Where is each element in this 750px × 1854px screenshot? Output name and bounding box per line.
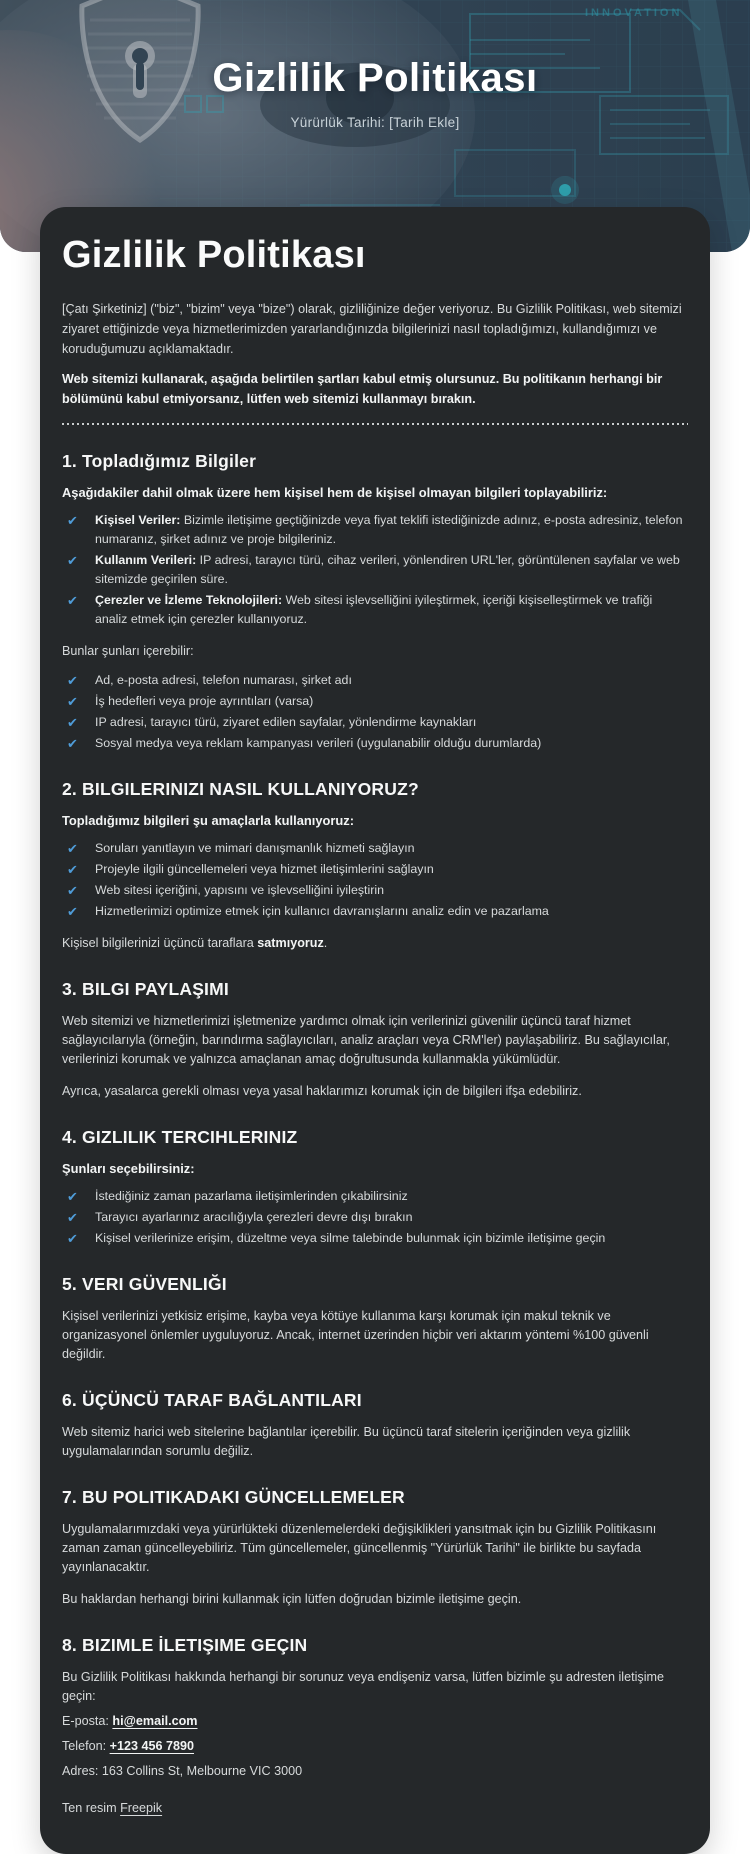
check-icon: ✔ — [67, 714, 78, 730]
contact-line — [62, 1712, 688, 1731]
email-link[interactable]: hi@email.com — [112, 1713, 198, 1728]
section-heading: 3. BILGI PAYLAŞIMI — [62, 978, 229, 999]
list-item-text: Projeyle ilgili güncellemeleri veya hizmet iletişimlerini sağlayın — [95, 861, 434, 876]
paragraph — [62, 934, 688, 953]
check-icon: ✔ — [67, 735, 78, 751]
text-run: Bu haklardan herhangi birini kullanmak için lütfen doğrudan bizimle iletişime geçin. — [62, 1591, 522, 1606]
text-run: E-posta: — [62, 1713, 113, 1728]
section-heading: 5. VERI GÜVENLIĞI — [62, 1273, 227, 1294]
policy-content — [62, 299, 688, 1818]
hero-title: Gizlilik Politikası — [212, 56, 538, 100]
text-run: Adres: 163 Collins St, Melbourne VIC 3000 — [62, 1763, 303, 1778]
check-list-item — [62, 881, 688, 900]
paragraph — [62, 369, 688, 409]
innovation-label: INNOVATION — [585, 7, 683, 19]
text-run: Kişisel verilerinizi yetkisiz erişime, kayba veya kötüye kullanıma karşı korumak için makul teknik ve organizasyonel önlemler uyguluyoruz. Ancak, internet üzerinden hiçbir veri aktarım yöntemi %100 güvenli değildir. — [62, 1308, 649, 1361]
check-list-item — [62, 591, 688, 629]
list-item-text: Hizmetlerimizi optimize etmek için kullanıcı davranışlarını analiz edin ve pazarlama — [95, 903, 549, 918]
contact-line — [62, 1762, 688, 1781]
section-heading: 6. ÜÇÜNCÜ TARAF BAĞLANTILARI — [62, 1389, 362, 1410]
policy-card — [40, 207, 710, 1854]
check-icon: ✔ — [67, 1230, 78, 1246]
page-title: Gizlilik Politikası — [62, 234, 366, 276]
check-icon: ✔ — [67, 882, 78, 898]
paragraph — [62, 1082, 688, 1101]
list-item-text: Web sitesi işlevselliğini iyileştirmek, içeriği kişiselleştirmek ve trafiği analiz etmek için çerezler kullanıyoruz. — [95, 592, 653, 626]
check-list — [62, 839, 688, 921]
check-list-item — [62, 902, 688, 921]
check-icon: ✔ — [67, 592, 78, 608]
paragraph — [62, 642, 688, 661]
section-lead: Şunları seçebilirsiniz: — [62, 1160, 195, 1176]
section-heading: 4. GIZLILIK TERCIHLERINIZ — [62, 1126, 298, 1147]
check-list-item — [62, 1187, 688, 1206]
check-list-item — [62, 713, 688, 732]
check-list — [62, 1187, 688, 1248]
dotted-divider — [62, 423, 688, 425]
text-run: Kişisel bilgilerinizi üçüncü taraflara — [62, 935, 258, 950]
list-item-text: İş hedefleri veya proje ayrıntıları (varsa) — [95, 693, 314, 708]
list-item-text: IP adresi, tarayıcı türü, ziyaret edilen sayfalar, yönlendirme kaynakları — [95, 714, 477, 729]
list-item-term: Çerezler ve İzleme Teknolojileri: — [95, 592, 283, 607]
text-run: Telefon: — [62, 1738, 110, 1753]
section-heading: 2. BILGILERINIZI NASIL KULLANIYORUZ? — [62, 778, 419, 799]
check-icon: ✔ — [67, 552, 78, 568]
list-item-text: Kişisel verilerinize erişim, düzeltme veya silme talebinde bulunmak için bizimle iletişime geçin — [95, 1230, 606, 1245]
section-lead: Aşağıdakiler dahil olmak üzere hem kişisel hem de kişisel olmayan bilgileri toplayabiliriz: — [62, 484, 608, 500]
paragraph — [62, 1668, 688, 1706]
list-item-text: Web sitesi içeriğini, yapısını ve işlevselliğini iyileştirin — [95, 882, 384, 897]
paragraph — [62, 1590, 688, 1609]
paragraph — [62, 1012, 688, 1069]
list-item-text: IP adresi, tarayıcı türü, cihaz verileri, yönlendiren URL'ler, görüntülenen sayfalar ve web sitemizde geçirilen süre. — [95, 552, 680, 586]
text-run: Ten resim — [62, 1800, 121, 1815]
check-icon: ✔ — [67, 672, 78, 688]
text-run: Web sitemizi kullanarak, aşağıda belirtilen şartları kabul etmiş olursunuz. Bu politikanın herhangi bir bölümünü kabul etmiyorsanız, lütfen web sitemizi kullanmayı bırakın. — [62, 371, 663, 406]
paragraph — [62, 1307, 688, 1364]
check-list-item — [62, 1208, 688, 1227]
check-icon: ✔ — [67, 840, 78, 856]
image-credit — [62, 1799, 688, 1818]
text-run: satmıyoruz — [257, 935, 324, 950]
check-list-item — [62, 671, 688, 690]
list-item-text: Tarayıcı ayarlarınız aracılığıyla çerezleri devre dışı bırakın — [95, 1209, 413, 1224]
list-item-text: İstediğiniz zaman pazarlama iletişimlerinden çıkabilirsiniz — [95, 1188, 408, 1203]
check-list-item — [62, 860, 688, 879]
freepik-link[interactable]: Freepik — [120, 1800, 163, 1815]
paragraph — [62, 1520, 688, 1577]
check-icon: ✔ — [67, 861, 78, 877]
text-run: Ayrıca, yasalarca gerekli olması veya yasal haklarımızı korumak için de bilgileri ifşa edebiliriz. — [62, 1083, 582, 1098]
list-item-term: Kullanım Verileri: — [95, 552, 197, 567]
list-item-text: Ad, e-posta adresi, telefon numarası, şirket adı — [95, 672, 352, 687]
check-icon: ✔ — [67, 903, 78, 919]
paragraph — [62, 1423, 688, 1461]
section-lead: Topladığımız bilgileri şu amaçlarla kullanıyoruz: — [62, 812, 355, 828]
check-icon: ✔ — [67, 1209, 78, 1225]
check-list-item — [62, 692, 688, 711]
check-list-item — [62, 511, 688, 549]
check-list-item — [62, 839, 688, 858]
hero-effective-date: Yürürlük Tarihi: [Tarih Ekle] — [290, 115, 460, 130]
check-icon: ✔ — [67, 512, 78, 528]
check-list-item — [62, 734, 688, 753]
phone-link[interactable]: +123 456 7890 — [109, 1738, 195, 1753]
section-heading: 8. BIZIMLE İLETIŞIME GEÇIN — [62, 1634, 308, 1655]
text-run: Web sitemizi ve hizmetlerimizi işletmenize yardımcı olmak için verilerinizi güvenilir üçüncü taraf hizmet sağlayıcılarıyla (örneğin, barındırma sağlayıcıları, analiz araçları veya CRM'ler) paylaşabiliriz. Bu sağlayıcılar, verilerinizi korumak ve yalnızca amaçlanan amaç doğrultusunda kullanmakla yükümlüdür. — [62, 1013, 670, 1066]
paragraph — [62, 299, 688, 359]
check-icon: ✔ — [67, 1188, 78, 1204]
list-item-term: Kişisel Veriler: — [95, 512, 181, 527]
contact-line — [62, 1737, 688, 1756]
text-run: [Çatı Şirketiniz] ("biz", "bizim" veya "bize") olarak, gizliliğinize değer veriyoruz. Bu Gizlilik Politikası, web sitemizi ziyaret ettiğinizde veya hizmetlerimizden yararlandığınızda bilgilerinizi nasıl topladığımızı, kullandığımızı ve koruduğumuzu açıklamaktadır. — [62, 301, 682, 356]
text-run: Web sitemiz harici web sitelerine bağlantılar içerebilir. Bu üçüncü taraf sitelerin içeriğinden veya gizlilik uygulamalarından sorumlu değiliz. — [62, 1424, 631, 1458]
check-list — [62, 511, 688, 629]
list-item-text: Sosyal medya veya reklam kampanyası verileri (uygulanabilir olduğu durumlarda) — [95, 735, 542, 750]
section-heading: 1. Topladığımız Bilgiler — [62, 450, 257, 471]
section-heading: 7. BU POLITIKADAKI GÜNCELLEMELER — [62, 1486, 405, 1507]
check-list-item — [62, 551, 688, 589]
check-icon: ✔ — [67, 693, 78, 709]
text-run: . — [323, 935, 328, 950]
list-item-text: Soruları yanıtlayın ve mimari danışmanlık hizmeti sağlayın — [95, 840, 415, 855]
check-list — [62, 671, 688, 753]
list-item-text: Bizimle iletişime geçtiğinizde veya fiyat teklifi istediğinizde adınız, e-posta adresiniz, telefon numaranız, şirket adınız ve proje bilgileriniz. — [95, 512, 683, 546]
text-run: Uygulamalarımızdaki veya yürürlükteki düzenlemelerdeki değişiklikleri yansıtmak için bu Gizlilik Politikasını zaman zaman güncelleyebiliriz. Tüm güncellemeler, güncellenmiş "Yürürlük Tarihi" ile birlikte bu sayfada yayınlanacaktır. — [62, 1521, 657, 1574]
text-run: Bunlar şunları içerebilir: — [62, 643, 194, 658]
text-run: Bu Gizlilik Politikası hakkında herhangi bir sorunuz veya endişeniz varsa, lütfen bizimle şu adresten iletişime geçin: — [62, 1669, 664, 1703]
check-list-item — [62, 1229, 688, 1248]
